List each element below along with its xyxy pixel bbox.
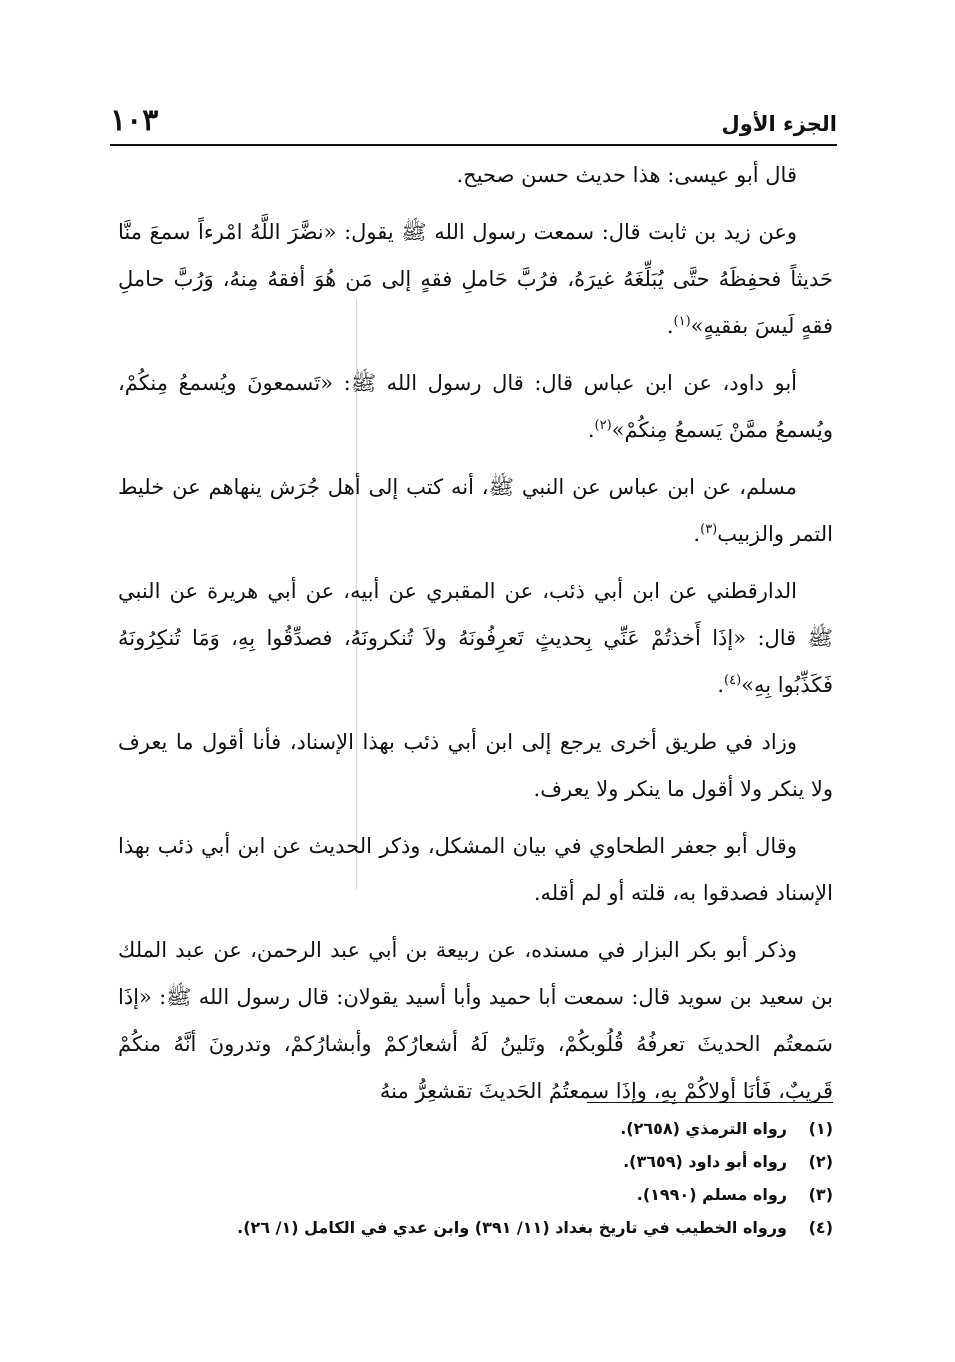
footnote-number: (٢) [808, 1152, 833, 1171]
footnote-ref-1[interactable]: (١) [673, 314, 691, 329]
volume-title: الجزء الأول [721, 112, 837, 136]
paragraph-5-end: . [717, 673, 725, 697]
paragraph-3-end: . [587, 418, 595, 442]
page-number: ١٠٣ [110, 103, 159, 138]
paragraph-2 [118, 209, 833, 350]
footnote-text: رواه الترمذي (٢٦٥٨). [620, 1119, 787, 1138]
footnote-text: رواه مسلم (١٩٩٠). [636, 1185, 787, 1204]
footnote-text: ورواه الخطيب في تاريخ بغداد (١١/ ٣٩١) وابن عدي في الكامل (١/ ٢٦). [237, 1218, 787, 1237]
footnote-separator [587, 1102, 833, 1103]
main-text [118, 152, 833, 1123]
paragraph-2-end: . [666, 314, 674, 338]
paragraph-4 [118, 464, 833, 558]
header-rule [110, 144, 837, 146]
paragraph-7-text: وقال أبو جعفر الطحاوي في بيان المشكل، وذكر الحديث عن ابن أبي ذئب بهذا الإسناد فصدقوا به، قلته أو لم أقله. [118, 834, 833, 905]
paragraph-8 [118, 927, 833, 1115]
paragraph-6-text: وزاد في طريق أخرى يرجع إلى ابن أبي ذئب بهذا الإسناد، فأنا أقول ما يعرف ولا ينكر ولا أقول ما ينكر ولا يعرف. [118, 730, 833, 801]
running-header [110, 92, 837, 136]
footnote-3 [118, 1178, 833, 1211]
footnote-number: (١) [808, 1119, 833, 1138]
footnote-4 [118, 1211, 833, 1244]
paragraph-6 [118, 719, 833, 813]
paragraph-2-text: وعن زيد بن ثابت قال: سمعت رسول الله ﷺ يقول: «نضَّرَ اللَّهُ امْرءاً سمعَ منَّا حَديثاً فحفِظَهُ حتَّى يُبَلِّغَهُ غيرَهُ، فرُبَّ حَاملِ فقهٍ إلى مَن هُوَ أفقهُ مِنهُ، وَرُبَّ حاملِ فقهٍ لَيسَ بفقيهٍ» [118, 220, 833, 338]
footnote-ref-2[interactable]: (٢) [594, 418, 612, 433]
footnotes [118, 1112, 833, 1244]
paragraph-7 [118, 823, 833, 917]
footnote-ref-3[interactable]: (٣) [700, 522, 718, 537]
paragraph-1-text: قال أبو عيسى: هذا حديث حسن صحيح. [456, 163, 797, 187]
footnote-number: (٣) [808, 1185, 833, 1204]
paragraph-8-text: وذكر أبو بكر البزار في مسنده، عن ربيعة بن أبي عبد الرحمن، عن عبد الملك بن سعيد بن سويد قال: سمعت أبا حميد وأبا أسيد يقولان: قال رسول الله ﷺ: «إذَا سَمعتُم الحديثَ تعرفُهُ قُلُوبكُمْ، وتَلينُ لَهُ أشعارُكمْ وأبشارُكمْ، وتدرونَ أنَّهُ منكُمْ قَريبٌ، فَأنَا أولاكُمْ بِهِ، وإذَا سمعتُمُ الحَديثَ تقشعِرُّ منهُ [118, 938, 833, 1103]
footnote-number: (٤) [808, 1218, 833, 1237]
paragraph-4-text: مسلم، عن ابن عباس عن النبي ﷺ، أنه كتب إلى أهل جُرَش ينهاهم عن خليط التمر والزبيب [118, 475, 833, 546]
paragraph-1 [118, 152, 833, 199]
paragraph-5 [118, 568, 833, 709]
footnote-text: رواه أبو داود (٣٦٥٩). [623, 1152, 787, 1171]
footnote-1 [118, 1112, 833, 1145]
paragraph-3-text: أبو داود، عن ابن عباس قال: قال رسول الله ﷺ: «تَسمعونَ ويُسمعُ مِنكُمْ، ويُسمعُ ممَّنْ يَسمعُ مِنكُمْ» [118, 371, 833, 442]
footnote-ref-4[interactable]: (٤) [724, 673, 742, 688]
paragraph-4-end: . [693, 522, 701, 546]
paragraph-3 [118, 360, 833, 454]
footnote-2 [118, 1145, 833, 1178]
paragraph-5-text: الدارقطني عن ابن أبي ذئب، عن المقبري عن أبيه، عن أبي هريرة عن النبي ﷺ قال: «إذَا أَخذتُمْ عَنِّي بِحديثٍ تَعرِفُونَهُ ولاَ تُنكرونَهُ، فصدِّقُوا بِهِ، وَمَا تُنكِرُونَهُ فَكَذِّبُوا بِهِ» [118, 579, 833, 697]
